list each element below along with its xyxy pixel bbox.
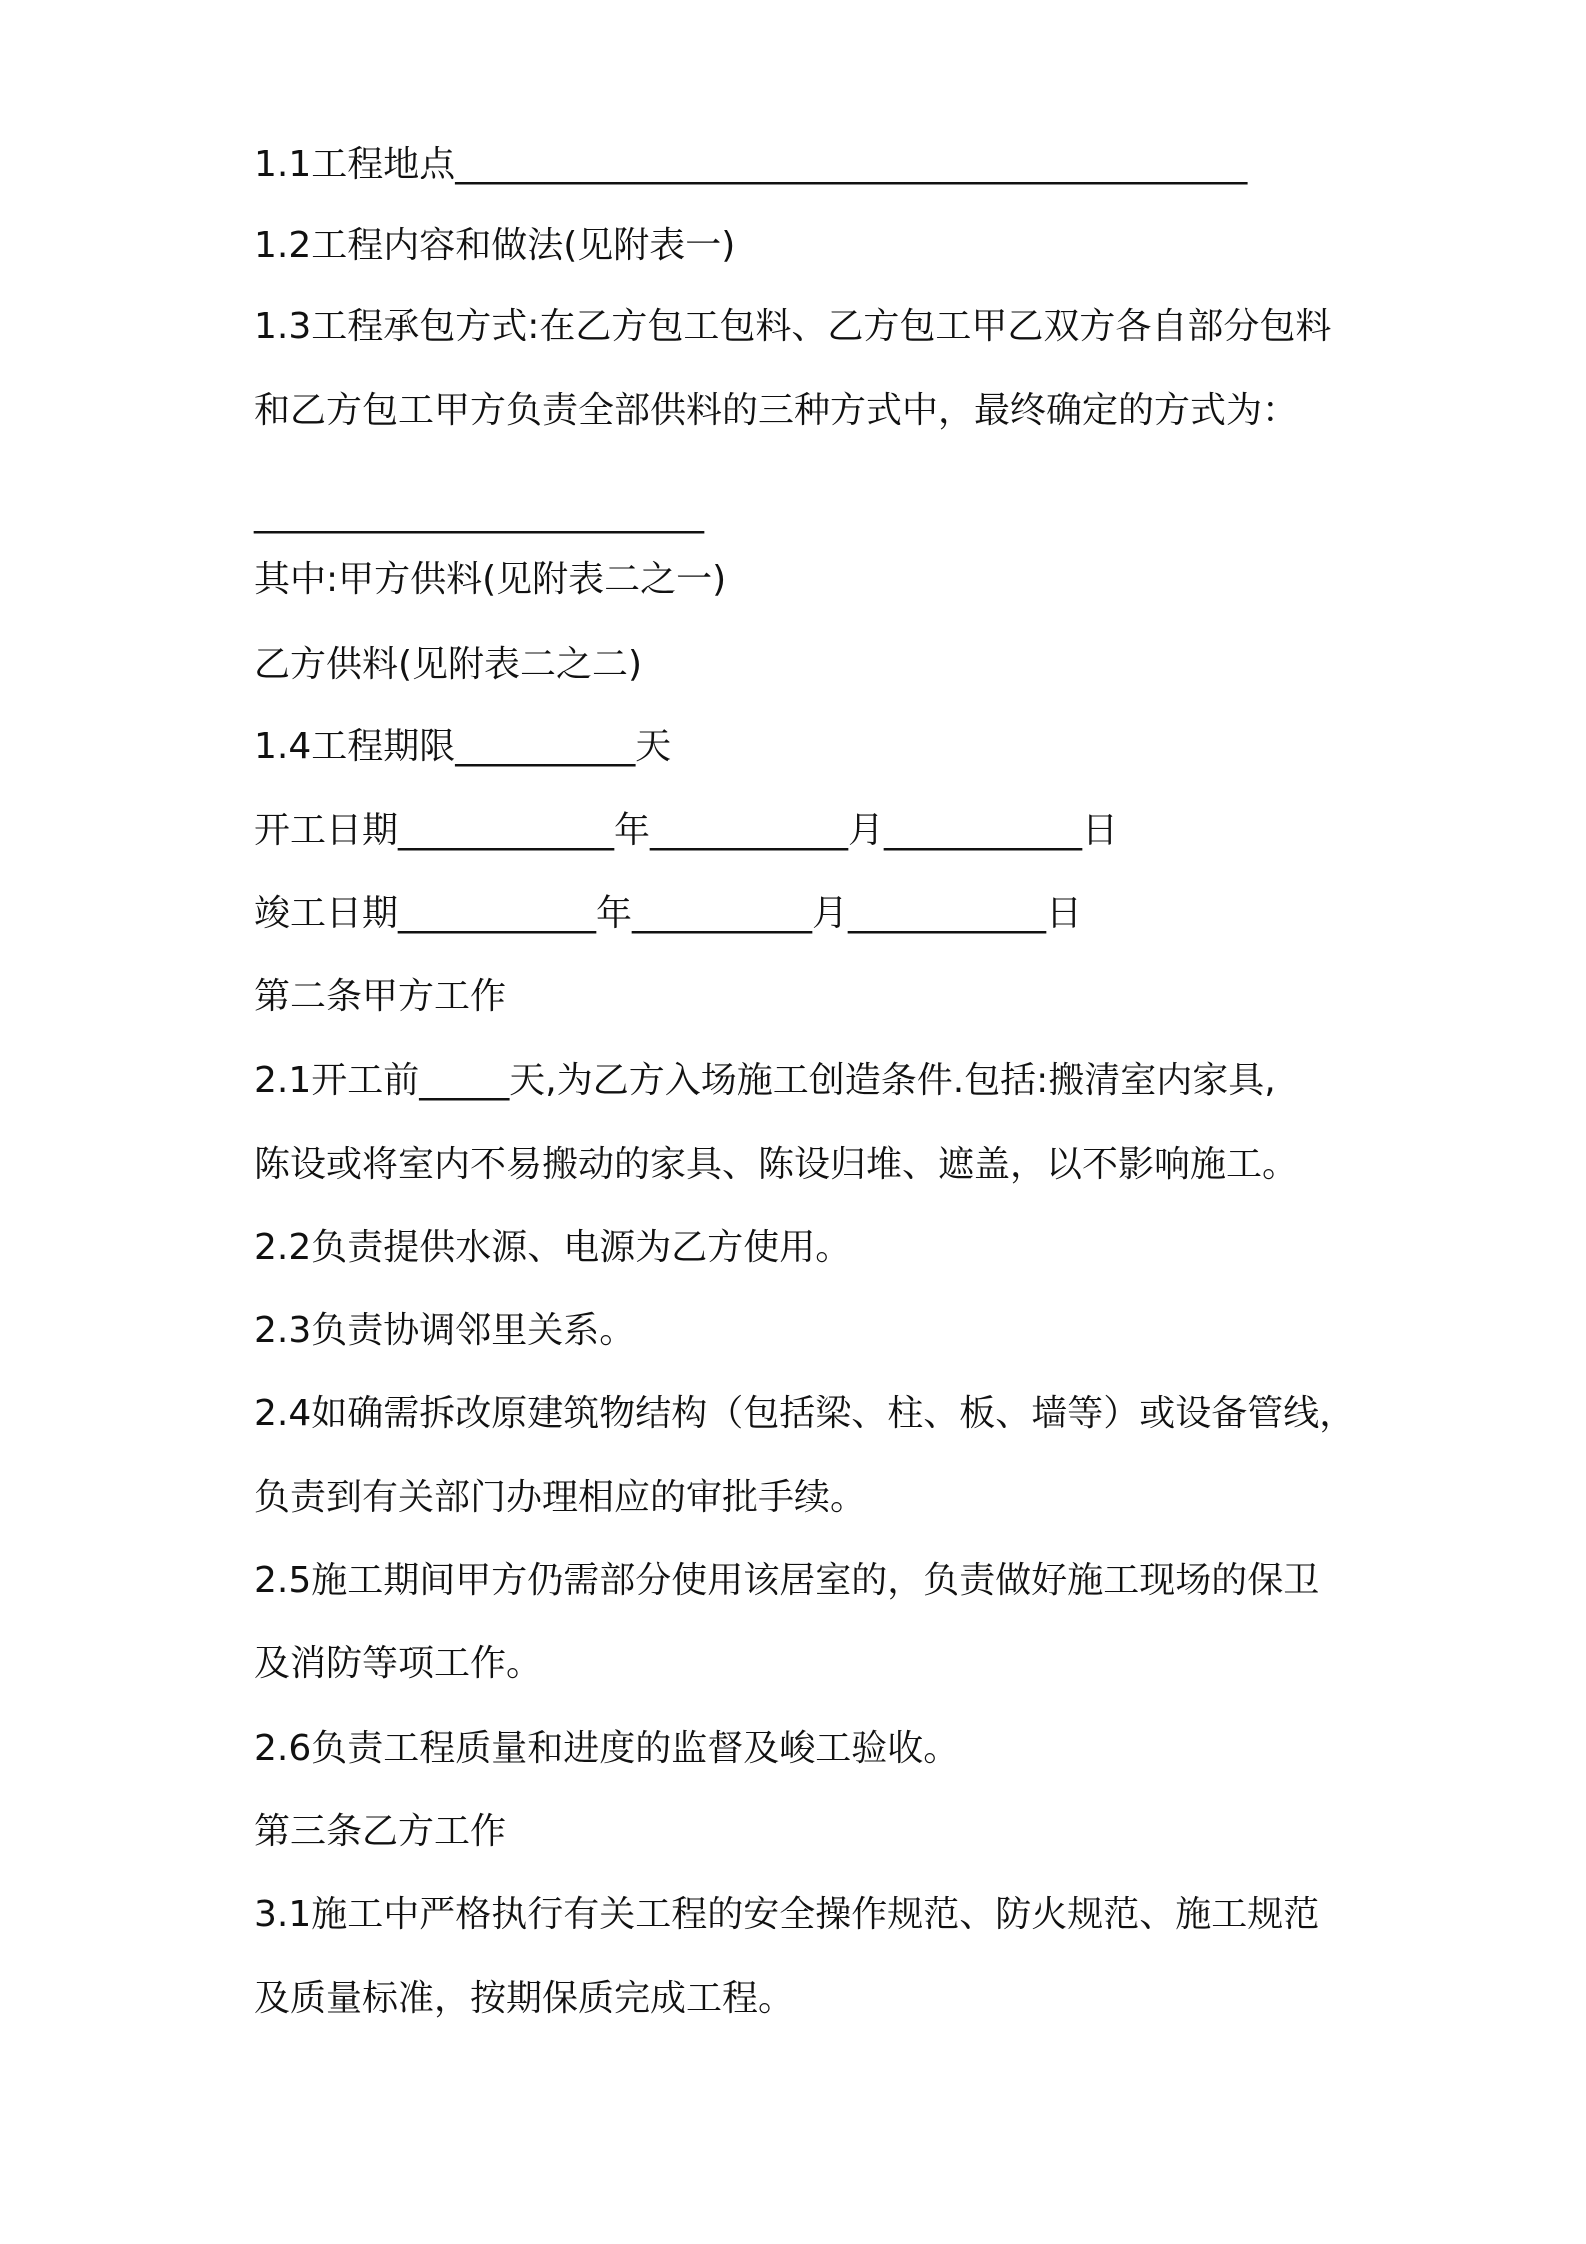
clause-2-1-cont: 陈设或将室内不易搬动的家具、陈设归堆、遮盖，以不影响施工。 xyxy=(254,1144,1299,1185)
clause-2-4-cont: 负责到有关部门办理相应的审批手续。 xyxy=(254,1477,867,1518)
clause-2-4: 2.4如确需拆改原建筑物结构（包括梁、柱、板、墙等）或设备管线， xyxy=(254,1393,1356,1434)
clause-2-5: 2.5施工期间甲方仍需部分使用该居室的，负责做好施工现场的保卫 xyxy=(254,1560,1320,1601)
clause-2-5-cont: 及消防等项工作。 xyxy=(254,1643,543,1684)
clause-1-1-project-location: 1.1工程地点____________________________________________ xyxy=(254,144,1248,185)
contract-method-blank: _________________________ xyxy=(254,493,704,534)
clause-1-2-project-content: 1.2工程内容和做法(见附表一) xyxy=(254,225,736,266)
party-b-supply-line: 乙方供料(见附表二之二) xyxy=(254,644,643,685)
clause-2-6: 2.6负责工程质量和进度的监督及峻工验收。 xyxy=(254,1728,960,1769)
clause-3-1-cont: 及质量标准，按期保质完成工程。 xyxy=(254,1978,795,2019)
clause-2-3: 2.3负责协调邻里关系。 xyxy=(254,1310,636,1351)
article-2-heading: 第二条甲方工作 xyxy=(254,976,507,1017)
article-3-heading: 第三条乙方工作 xyxy=(254,1811,507,1852)
clause-2-1: 2.1开工前_____天,为乙方入场施工创造条件.包括:搬清室内家具, xyxy=(254,1060,1276,1101)
party-a-supply-line: 其中:甲方供料(见附表二之一) xyxy=(254,559,727,600)
clause-3-1: 3.1施工中严格执行有关工程的安全操作规范、防火规范、施工规范 xyxy=(254,1894,1320,1935)
clause-1-3-contract-method-cont: 和乙方包工甲方负责全部供料的三种方式中，最终确定的方式为： xyxy=(254,390,1299,431)
clause-2-2: 2.2负责提供水源、电源为乙方使用。 xyxy=(254,1227,852,1268)
clause-1-4-project-duration: 1.4工程期限__________天 xyxy=(254,726,672,767)
start-date-line: 开工日期____________年___________月___________日 xyxy=(254,810,1119,851)
clause-1-3-contract-method: 1.3工程承包方式:在乙方包工包料、乙方包工甲乙双方各自部分包料 xyxy=(254,306,1332,347)
completion-date-line: 竣工日期___________年__________月___________日 xyxy=(254,893,1083,934)
